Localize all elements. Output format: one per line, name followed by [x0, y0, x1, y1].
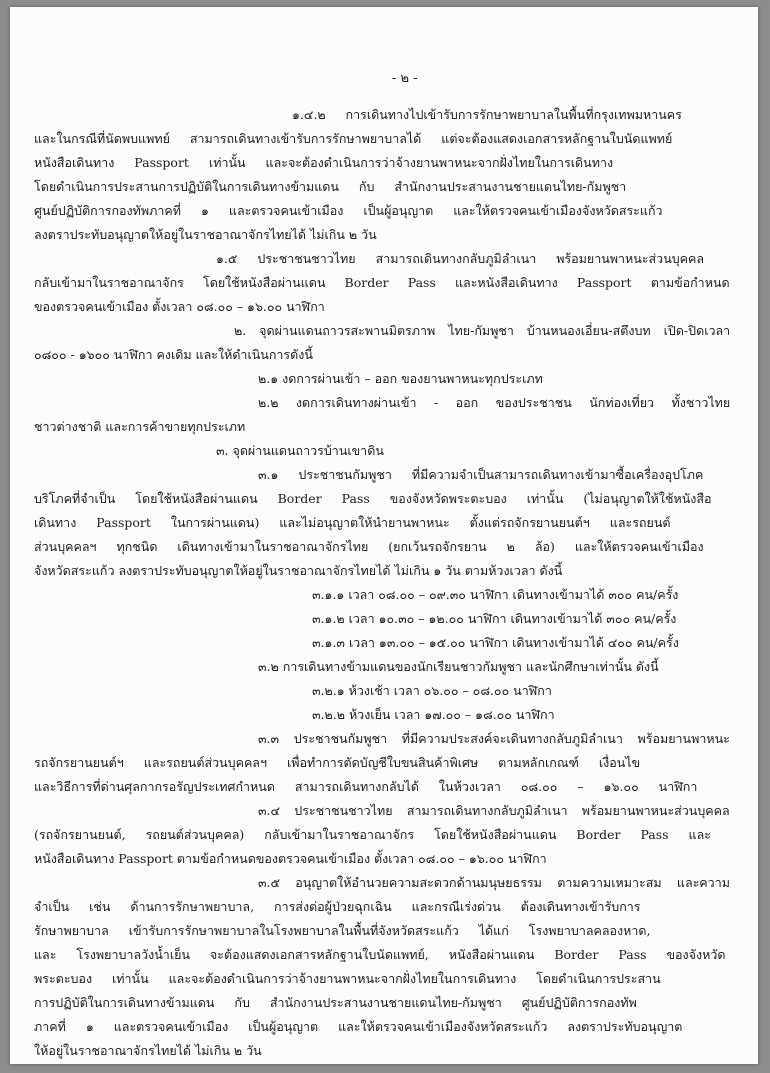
- page-number: - ๒ -: [392, 71, 418, 86]
- text-line: และ โรงพยาบาลวังน้ำเย็น จะต้องแสดงเอกสารหลักฐานใบนัดแพทย์, หนังสือผ่านแดน Border Pass ของจังหวัด: [34, 947, 726, 962]
- text-line: กลับเข้ามาในราชอาณาจักร โดยใช้หนังสือผ่านแดน Border Pass และหนังสือเดินทาง Passport ตามข้อกำหนด: [34, 275, 730, 290]
- text-line: ๓.๑ ประชาชนกัมพูชา ที่มีความจำเป็นสามารถเดินทางเข้ามาซื้อเครื่องอุปโภค: [258, 467, 704, 482]
- text-line: พระตะบอง เท่านั้น และจะต้องดำเนินการว่าจ้างยานพาหนะจากฝั่งไทยในการเดินทาง โดยดำเนินการประสาน: [34, 971, 661, 986]
- text-line: ศูนย์ปฏิบัติการกองทัพภาคที่ ๑ และตรวจคนเข้าเมือง เป็นผู้อนุญาต และให้ตรวจคนเข้าเมืองจังหวัดสระแก้ว: [34, 203, 663, 218]
- text-line: ให้อยู่ในราชอาณาจักรไทยได้ ไม่เกิน ๒ วัน: [34, 1043, 262, 1058]
- text-line: และวิธีการที่ด่านศุลกากรอรัญประเทศกำหนด สามารถเดินทางกลับได้ ในห้วงเวลา ๐๘.๐๐ – ๑๖.๐๐ นาฬิกา: [34, 779, 698, 794]
- text-line: ชาวต่างชาติ และการค้าขายทุกประเภท: [34, 419, 246, 434]
- text-line: (รถจักรยานยนต์, รถยนต์ส่วนบุคคล) กลับเข้ามาในราชอาณาจักร โดยใช้หนังสือผ่านแดน Border Pass และ: [34, 827, 711, 842]
- text-line: ๓.๒.๑ ห้วงเช้า เวลา ๐๖.๐๐ – ๐๘.๐๐ นาฬิกา: [312, 683, 552, 698]
- text-line: ๓.๓ ประชาชนกัมพูชา ที่มีความประสงค์จะเดินทางกลับภูมิลำเนา พร้อมยานพาหนะ: [258, 731, 730, 746]
- text-line: จังหวัดสระแก้ว ลงตราประทับอนุญาตให้อยู่ในราชอาณาจักรไทยได้ ไม่เกิน ๑ วัน ตามห้วงเวลา ดังนี้: [34, 563, 563, 578]
- text-line: ๒.๑ งดการผ่านเข้า – ออก ของยานพาหนะทุกประเภท: [258, 371, 543, 386]
- text-line: ลงตราประทับอนุญาตให้อยู่ในราชอาณาจักรไทยได้ ไม่เกิน ๒ วัน: [34, 227, 377, 242]
- document-page: [10, 7, 758, 1064]
- text-line: ๓.๒.๒ ห้วงเย็น เวลา ๑๗.๐๐ – ๑๘.๐๐ นาฬิกา: [312, 707, 555, 722]
- text-line: ๓.๒ การเดินทางข้ามแดนของนักเรียนชาวกัมพูชา และนักศึกษาเท่านั้น ดังนี้: [258, 659, 659, 674]
- text-line: ๐๘๐๐ - ๑๖๐๐ นาฬิกา คงเดิม และให้ดำเนินการดังนี้: [34, 347, 313, 362]
- text-line: ๓.๑.๓ เวลา ๑๓.๐๐ – ๑๕.๐๐ นาฬิกา เดินทางเข้ามาได้ ๔๐๐ คน/ครั้ง: [312, 635, 679, 650]
- text-line: ๒.๒ งดการเดินทางผ่านเข้า - ออก ของประชาชน นักท่องเที่ยว ทั้งชาวไทย: [258, 395, 731, 410]
- text-line: หนังสือเดินทาง Passport เท่านั้น และจะต้องดำเนินการว่าจ้างยานพาหนะจากฝั่งไทยในการเดินทาง: [34, 155, 614, 170]
- text-line: ๑.๔.๒ การเดินทางไปเข้ารับการรักษาพยาบาลในพื้นที่กรุงเทพมหานคร: [292, 107, 682, 122]
- text-line: บริโภคที่จำเป็น โดยใช้หนังสือผ่านแดน Border Pass ของจังหวัดพระตะบอง เท่านั้น (ไม่อนุญาตให้ใช้หนังสือ: [34, 491, 712, 506]
- text-line: ๒. จุดผ่านแดนถาวรสะพานมิตรภาพ ไทย-กัมพูชา บ้านหนองเอี่ยน-สตึงบท เปิด-ปิดเวลา: [234, 323, 731, 338]
- text-line: ๓.๔ ประชาชนชาวไทย สามารถเดินทางกลับภูมิลำเนา พร้อมยานพาหนะส่วนบุคคล: [258, 803, 730, 818]
- text-line: และในกรณีที่นัดพบแพทย์ สามารถเดินทางเข้ารับการรักษาพยาบาลได้ แต่จะต้องแสดงเอกสารหลักฐานใบนัดแพทย์: [34, 131, 673, 146]
- text-line: หนังสือเดินทาง Passport ตามข้อกำหนดของตรวจคนเข้าเมือง ตั้งเวลา ๐๘.๐๐ – ๑๖.๐๐ นาฬิกา: [34, 851, 547, 866]
- text-line: ๓.๑.๒ เวลา ๑๐.๓๐ – ๑๒.๐๐ นาฬิกา เดินทางเข้ามาได้ ๓๐๐ คน/ครั้ง: [312, 611, 677, 626]
- text-line: รถจักรยานยนต์ฯ และรถยนต์ส่วนบุคคลฯ เพื่อทำการตัดบัญชีใบขนสินค้าพิเศษ ตามหลักเกณฑ์ เงื่อนไข: [34, 755, 641, 770]
- text-line: ภาคที่ ๑ และตรวจคนเข้าเมือง เป็นผู้อนุญาต และให้ตรวจคนเข้าเมืองจังหวัดสระแก้ว ลงตราประทับอนุญาต: [34, 1019, 683, 1034]
- text-line: ของตรวจคนเข้าเมือง ตั้งเวลา ๐๘.๐๐ – ๑๖.๐๐ นาฬิกา: [34, 299, 325, 314]
- text-line: โดยดำเนินการประสานการปฏิบัติในการเดินทางข้ามแดน กับ สำนักงานประสานงานชายแดนไทย-กัมพูชา: [34, 179, 627, 194]
- text-line: ๓.๕ อนุญาตให้อำนวยความสะดวกด้านมนุษยธรรม ตามความเหมาะสม และความ: [258, 875, 730, 890]
- text-line: จำเป็น เช่น ด้านการรักษาพยาบาล, การส่งต่อผู้ป่วยฉุกเฉิน และกรณีเร่งด่วน ต้องเดินทางเข้ารับการ: [34, 899, 641, 914]
- text-line: ส่วนบุคคลฯ ทุกชนิด เดินทางเข้ามาในราชอาณาจักรไทย (ยกเว้นรถจักรยาน ๒ ล้อ) และให้ตรวจคนเข้าเมือง: [34, 539, 704, 554]
- text-line: เดินทาง Passport ในการผ่านแดน) และไม่อนุญาตให้นำยานพาหนะ ตั้งแต่รถจักรยานยนต์ฯ และรถยนต์: [34, 515, 671, 530]
- text-line: รักษาพยาบาล เข้ารับการรักษาพยาบาลในโรงพยาบาลในพื้นที่จังหวัดสระแก้ว ได้แก่ โรงพยาบาลคลองหาด,: [34, 923, 651, 938]
- text-line: ๓.๑.๑ เวลา ๐๘.๐๐ – ๐๙.๓๐ นาฬิกา เดินทางเข้ามาได้ ๓๐๐ คน/ครั้ง: [312, 587, 679, 602]
- text-line: ๓. จุดผ่านแดนถาวรบ้านเขาดิน: [216, 443, 384, 458]
- text-line: ๑.๕ ประชาชนชาวไทย สามารถเดินทางกลับภูมิลำเนา พร้อมยานพาหนะส่วนบุคคล: [216, 251, 705, 266]
- text-line: การปฏิบัติในการเดินทางข้ามแดน กับ สำนักงานประสานงานชายแดนไทย-กัมพูชา ศูนย์ปฏิบัติการกองทัพ: [34, 995, 637, 1010]
